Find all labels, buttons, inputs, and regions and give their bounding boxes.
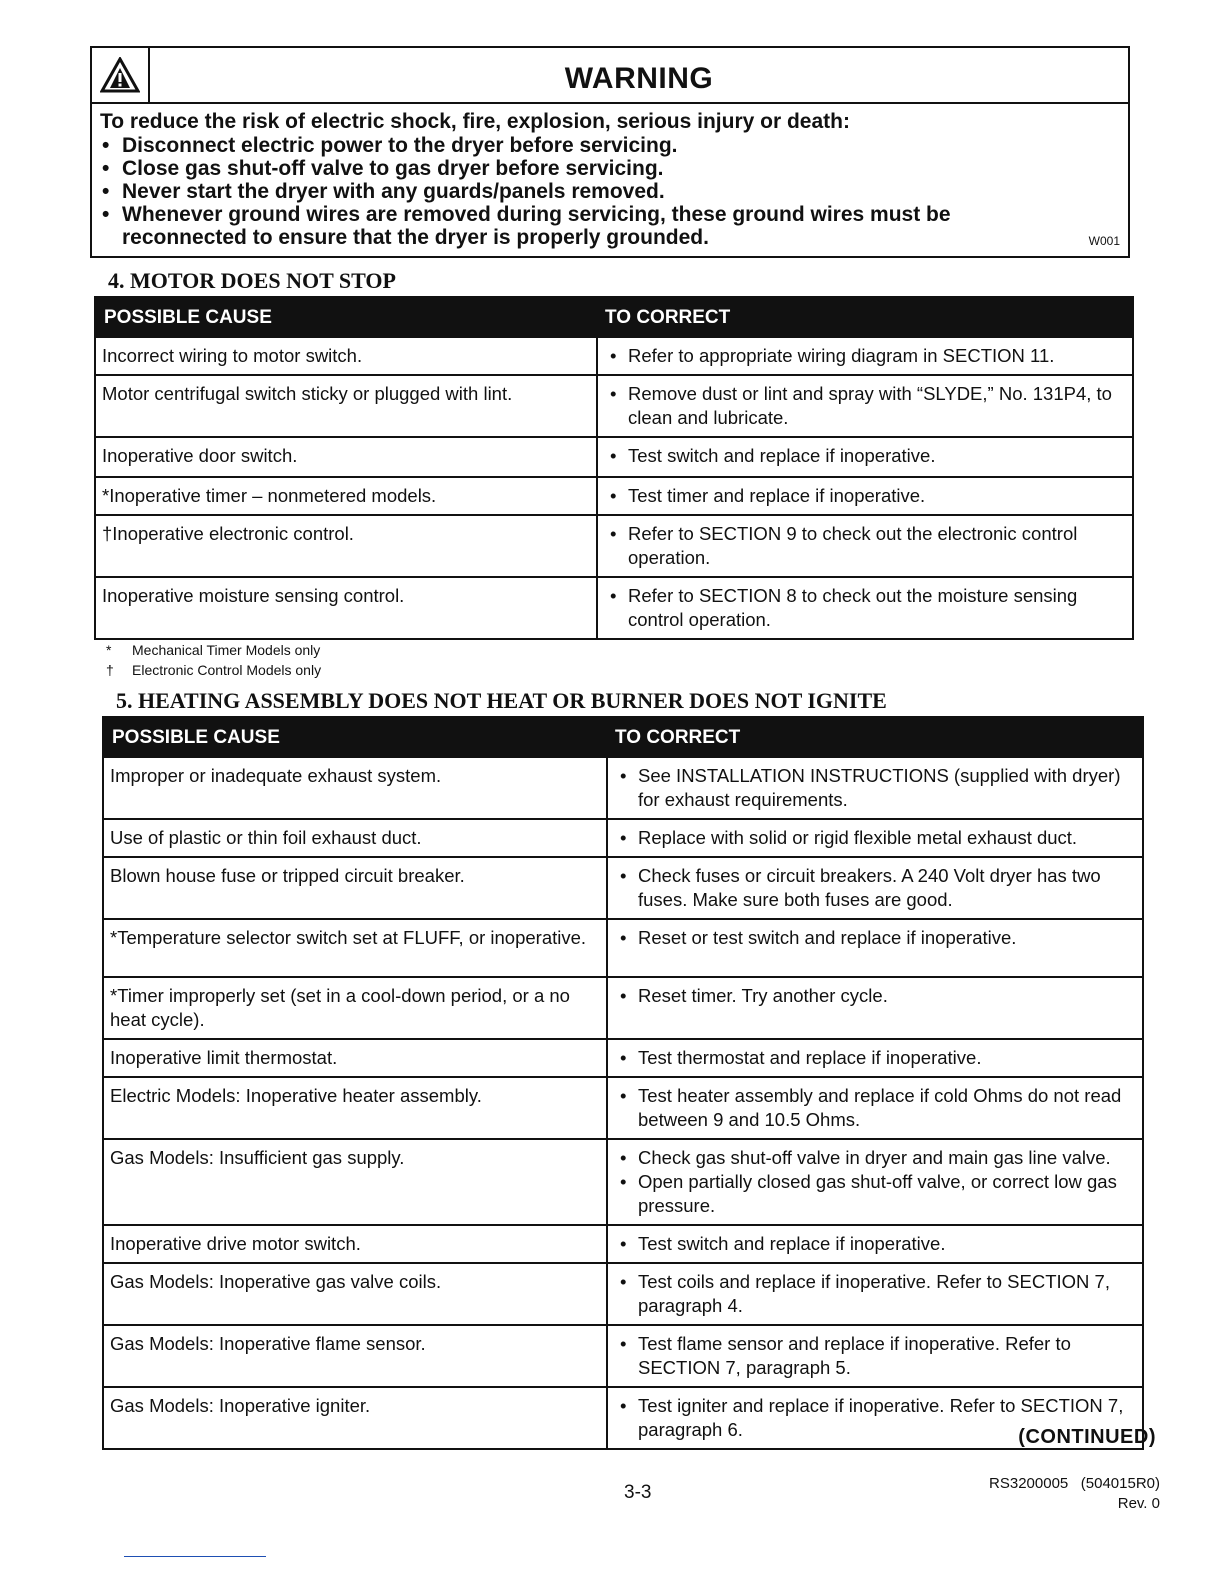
correction-list (616, 1270, 1134, 1318)
to-correct-cell (607, 1325, 1143, 1387)
possible-cause-cell: *Temperature selector switch set at FLUFF, or inoperative. (103, 919, 607, 977)
warning-list (100, 134, 1120, 249)
correction-item: • Test coils and replace if inoperative. Refer to SECTION 7, paragraph 4. (616, 1270, 1134, 1318)
warning-header (92, 48, 1128, 104)
correction-item: • Refer to SECTION 8 to check out the moisture sensing control operation. (606, 584, 1124, 632)
correction-item: • Test switch and replace if inoperative. (616, 1232, 1134, 1256)
to-correct-cell (597, 515, 1133, 577)
footnote-electronic (106, 660, 321, 680)
correction-list (616, 864, 1134, 912)
to-correct-cell (607, 819, 1143, 857)
correction-list (606, 484, 1124, 508)
table-row (95, 477, 1133, 515)
table-row (103, 1263, 1143, 1325)
possible-cause-cell: Inoperative door switch. (95, 437, 597, 477)
possible-cause-cell: Use of plastic or thin foil exhaust duct. (103, 819, 607, 857)
to-correct-cell (597, 437, 1133, 477)
correction-list (616, 764, 1134, 812)
warning-code: W001 (1088, 234, 1120, 248)
document-code: RS3200005 (504015R0) (989, 1475, 1160, 1492)
possible-cause-cell: Gas Models: Inoperative flame sensor. (103, 1325, 607, 1387)
possible-cause-cell: Motor centrifugal switch sticky or plugged with lint. (95, 375, 597, 437)
correction-list (616, 826, 1134, 850)
table-row (95, 577, 1133, 639)
footnote-text: Mechanical Timer Models only (132, 642, 321, 658)
correction-item: • Reset or test switch and replace if inoperative. (616, 926, 1134, 950)
warning-body (100, 110, 1120, 249)
correction-item: • Test heater assembly and replace if cold Ohms do not read between 9 and 10.5 Ohms. (616, 1084, 1134, 1132)
to-correct-cell (607, 919, 1143, 977)
to-correct-cell (607, 857, 1143, 919)
correction-list (606, 584, 1124, 632)
footnotes (106, 640, 321, 680)
table-row (103, 1039, 1143, 1077)
correction-item: • Test timer and replace if inoperative. (606, 484, 1124, 508)
to-correct-cell (607, 1263, 1143, 1325)
correction-item: • Refer to SECTION 9 to check out the electronic control operation. (606, 522, 1124, 570)
warning-intro: To reduce the risk of electric shock, fire, explosion, serious injury or death: (100, 110, 850, 133)
correction-item: • Test switch and replace if inoperative. (606, 444, 1124, 468)
correction-list (616, 1332, 1134, 1380)
table-row (95, 515, 1133, 577)
table-header-row (95, 297, 1133, 337)
bottom-rule (124, 1556, 266, 1557)
warning-box (90, 46, 1130, 258)
possible-cause-cell: Gas Models: Inoperative igniter. (103, 1387, 607, 1449)
to-correct-cell (597, 577, 1133, 639)
correction-list (606, 382, 1124, 430)
to-correct-header: TO CORRECT (607, 717, 1143, 757)
section-5-rows (103, 757, 1143, 1449)
correction-item: • Replace with solid or rigid flexible metal exhaust duct. (616, 826, 1134, 850)
to-correct-cell (597, 337, 1133, 375)
to-correct-cell (597, 477, 1133, 515)
continued-label: (CONTINUED) (1018, 1426, 1156, 1448)
possible-cause-cell: Blown house fuse or tripped circuit breaker. (103, 857, 607, 919)
warning-item: • Disconnect electric power to the dryer before servicing. (100, 134, 1120, 157)
table-row (103, 857, 1143, 919)
correction-item: • Check gas shut-off valve in dryer and main gas line valve. (616, 1146, 1134, 1170)
footnote-symbol: † (106, 662, 114, 678)
table-row (103, 919, 1143, 977)
possible-cause-cell: Incorrect wiring to motor switch. (95, 337, 597, 375)
footnote-text: Electronic Control Models only (132, 662, 322, 678)
table-row (103, 1387, 1143, 1449)
correction-item: • Open partially closed gas shut-off valve, or correct low gas pressure. (616, 1170, 1134, 1218)
table-row (103, 977, 1143, 1039)
correction-item: • Test thermostat and replace if inoperative. (616, 1046, 1134, 1070)
table-row (95, 375, 1133, 437)
to-correct-header: TO CORRECT (597, 297, 1133, 337)
correction-list (616, 1146, 1134, 1218)
table-header-row (103, 717, 1143, 757)
possible-cause-cell: Electric Models: Inoperative heater assembly. (103, 1077, 607, 1139)
table-row (103, 1139, 1143, 1225)
correction-item: • Test flame sensor and replace if inoperative. Refer to SECTION 7, paragraph 5. (616, 1332, 1134, 1380)
table-row (95, 437, 1133, 477)
correction-list (616, 926, 1134, 950)
possible-cause-cell: *Timer improperly set (set in a cool-down period, or a no heat cycle). (103, 977, 607, 1039)
section-5-table (102, 716, 1144, 1450)
table-row (103, 819, 1143, 857)
warning-item: • Never start the dryer with any guards/panels removed. (100, 180, 1120, 203)
warning-item: • Close gas shut-off valve to gas dryer before servicing. (100, 157, 1120, 180)
correction-item: • See INSTALLATION INSTRUCTIONS (supplied with dryer) for exhaust requirements. (616, 764, 1134, 812)
possible-cause-cell: †Inoperative electronic control. (95, 515, 597, 577)
table-row (103, 1325, 1143, 1387)
correction-item: • Check fuses or circuit breakers. A 240 Volt dryer has two fuses. Make sure both fuses are good. (616, 864, 1134, 912)
correction-item: • Reset timer. Try another cycle. (616, 984, 1134, 1008)
correction-item: • Remove dust or lint and spray with “SLYDE,” No. 131P4, to clean and lubricate. (606, 382, 1124, 430)
correction-list (606, 344, 1124, 368)
table-row (103, 757, 1143, 819)
page-number: 3-3 (624, 1482, 652, 1503)
possible-cause-cell: Inoperative drive motor switch. (103, 1225, 607, 1263)
table-row (103, 1225, 1143, 1263)
correction-item: • Refer to appropriate wiring diagram in SECTION 11. (606, 344, 1124, 368)
section-4-rows (95, 337, 1133, 639)
possible-cause-header: POSSIBLE CAUSE (103, 717, 607, 757)
footnote-mechanical (106, 640, 321, 660)
to-correct-cell (607, 1077, 1143, 1139)
footnote-symbol: * (106, 642, 112, 658)
section-5-heading: 5. HEATING ASSEMBLY DOES NOT HEAT OR BURNER DOES NOT IGNITE (116, 688, 887, 713)
correction-list (616, 984, 1134, 1008)
possible-cause-cell: Inoperative moisture sensing control. (95, 577, 597, 639)
to-correct-cell (607, 1225, 1143, 1263)
to-correct-cell (597, 375, 1133, 437)
correction-list (616, 1046, 1134, 1070)
warning-triangle-icon (92, 48, 150, 102)
table-row (103, 1077, 1143, 1139)
warning-title: WARNING (564, 62, 714, 95)
correction-list (616, 1084, 1134, 1132)
to-correct-cell (607, 1039, 1143, 1077)
correction-list (606, 444, 1124, 468)
table-row (95, 337, 1133, 375)
possible-cause-cell: Inoperative limit thermostat. (103, 1039, 607, 1077)
to-correct-cell (607, 1139, 1143, 1225)
to-correct-cell (607, 977, 1143, 1039)
possible-cause-cell: Gas Models: Inoperative gas valve coils. (103, 1263, 607, 1325)
correction-list (616, 1232, 1134, 1256)
to-correct-cell (607, 757, 1143, 819)
section-4-heading: 4. MOTOR DOES NOT STOP (108, 268, 396, 293)
section-4-table (94, 296, 1134, 640)
warning-item: • Whenever ground wires are removed during servicing, these ground wires must be reconnected to ensure that the dryer is properly grounded. (100, 203, 1120, 249)
possible-cause-cell: Gas Models: Insufficient gas supply. (103, 1139, 607, 1225)
correction-list (606, 522, 1124, 570)
possible-cause-cell: *Inoperative timer – nonmetered models. (95, 477, 597, 515)
revision: Rev. 0 (1117, 1495, 1160, 1512)
possible-cause-cell: Improper or inadequate exhaust system. (103, 757, 607, 819)
possible-cause-header: POSSIBLE CAUSE (95, 297, 597, 337)
document-reference (989, 1474, 1160, 1514)
correction-item: • Test igniter and replace if inoperative. Refer to SECTION 7, paragraph 6. (616, 1394, 1134, 1442)
